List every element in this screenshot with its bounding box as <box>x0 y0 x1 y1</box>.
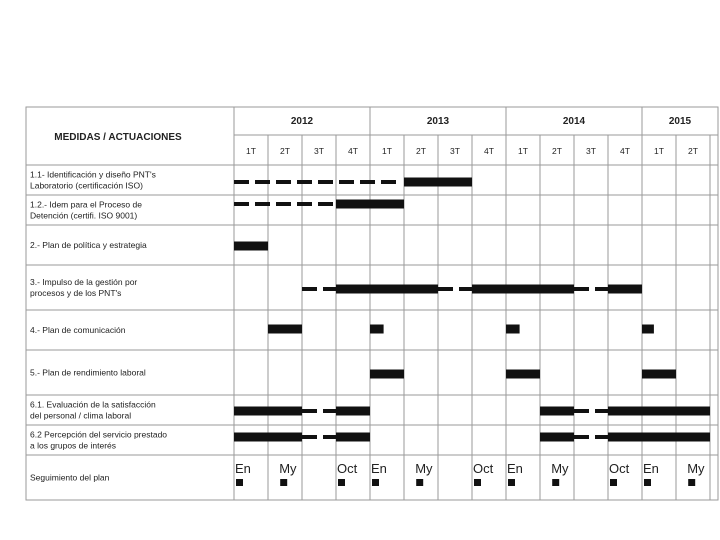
task-label: 2.- Plan de política y estrategia <box>30 240 147 250</box>
gantt-bar-solid <box>234 242 268 251</box>
gantt-bar-solid <box>336 285 438 294</box>
task-label: 3.- Impulso de la gestión por <box>30 277 138 287</box>
quarter-label: 1T <box>518 146 528 156</box>
quarter-headers <box>246 146 720 156</box>
gantt-bar-solid <box>472 285 574 294</box>
gantt-bar-solid <box>506 370 540 379</box>
milestone-label: My <box>551 461 569 476</box>
gantt-bar-solid <box>370 370 404 379</box>
milestone-label: Oct <box>609 461 630 476</box>
gantt-bar-solid <box>370 325 384 334</box>
gantt-bar-solid <box>404 178 472 187</box>
gantt-bar-solid <box>608 407 710 416</box>
year-label: 2012 <box>290 116 314 127</box>
year-headers <box>291 116 692 127</box>
follow-up-label: Seguimiento del plan <box>30 472 110 483</box>
task-label: a los grupos de interés <box>30 440 116 451</box>
task-label: procesos y de los PNT's <box>30 288 122 298</box>
quarter-label: 1T <box>246 146 256 156</box>
milestone-label: En <box>235 461 251 476</box>
year-label: 2015 <box>668 116 692 127</box>
gantt-bar-solid <box>336 200 404 209</box>
task-label: 6.2 Percepción del servicio prestado <box>30 429 168 440</box>
milestone-marker <box>688 479 695 486</box>
task-label: Laboratorio (certificación ISO) <box>30 180 143 191</box>
quarter-label: 4T <box>484 146 494 156</box>
task-label: 1.1- Identificación y diseño PNT's <box>30 169 156 180</box>
quarter-label: 4T <box>348 146 358 156</box>
quarter-label: 2T <box>416 146 426 156</box>
quarter-label: 2T <box>688 146 698 156</box>
milestone-marker <box>508 479 515 486</box>
gantt-bar-solid <box>642 325 654 334</box>
gantt-bar-solid <box>234 407 302 416</box>
quarter-label: 2T <box>280 146 290 156</box>
milestone-marker <box>610 479 617 486</box>
quarter-label: 3T <box>450 146 460 156</box>
task-label: del personal / clima laboral <box>30 410 132 421</box>
milestone-label: En <box>507 461 523 476</box>
gantt-bar-solid <box>608 285 642 294</box>
quarter-label: 1T <box>382 146 392 156</box>
quarter-label: 4T <box>620 146 630 156</box>
milestone-marker <box>474 479 481 486</box>
milestone-label: Oct <box>337 461 358 476</box>
milestone-marker <box>372 479 379 486</box>
gantt-bar-solid <box>234 433 302 442</box>
task-label: 1.2.- Idem para el Proceso de <box>30 199 142 210</box>
quarter-label: 1T <box>654 146 664 156</box>
milestone-label: My <box>687 461 705 476</box>
milestone-label: En <box>643 461 659 476</box>
follow-up-milestones <box>235 461 705 486</box>
quarter-label: 2T <box>552 146 562 156</box>
task-labels <box>30 170 167 483</box>
task-label: 4.- Plan de comunicación <box>30 325 126 335</box>
gantt-bar-solid <box>268 325 302 334</box>
quarter-label: 3T <box>314 146 324 156</box>
task-label: Detención (certifi. ISO 9001) <box>30 210 138 221</box>
gantt-bar-solid <box>642 370 676 379</box>
task-label: 6.1. Evaluación de la satisfacción <box>30 399 156 410</box>
milestone-marker <box>236 479 243 486</box>
gantt-bar-solid <box>540 407 574 416</box>
year-label: 2014 <box>562 116 586 127</box>
quarter-label: 3T <box>586 146 596 156</box>
task-label: 5.- Plan de rendimiento laboral <box>30 367 146 378</box>
milestone-marker <box>338 479 345 486</box>
gantt-bar-solid <box>608 433 710 442</box>
milestone-label: En <box>371 461 387 476</box>
milestone-label: My <box>415 461 433 476</box>
milestone-label: Oct <box>473 461 494 476</box>
milestone-marker <box>416 479 423 486</box>
milestone-marker <box>280 479 287 486</box>
year-label: 2013 <box>426 116 450 127</box>
milestone-label: My <box>279 461 297 476</box>
milestone-marker <box>644 479 651 486</box>
milestone-marker <box>552 479 559 486</box>
column-title: MEDIDAS / ACTUACIONES <box>54 132 182 143</box>
gantt-bar-solid <box>540 433 574 442</box>
gantt-bar-solid <box>336 433 370 442</box>
gantt-bar-solid <box>336 407 370 416</box>
gantt-bar-solid <box>506 325 520 334</box>
